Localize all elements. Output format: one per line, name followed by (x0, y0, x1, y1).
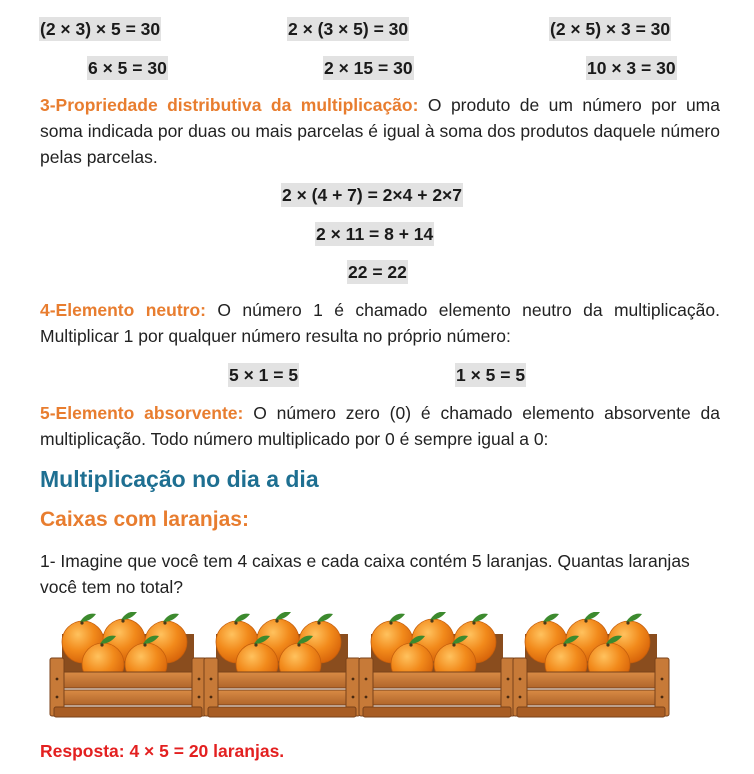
equation-neutral-2: 1 × 5 = 5 (456, 365, 526, 385)
crate-of-oranges-icon (48, 612, 208, 722)
subsection-heading: Caixas com laranjas: (40, 508, 249, 531)
distributive-title: 3-Propriedade distributiva da multiplicação: (40, 95, 419, 115)
equation-distrib-2: 2 × 11 = 8 + 14 (316, 224, 434, 244)
equation-distrib-3: 22 = 22 (348, 262, 407, 282)
equation-assoc-3-result: 10 × 3 = 30 (587, 58, 676, 78)
equation-assoc-2-result: 2 × 15 = 30 (324, 58, 413, 78)
equation-assoc-2: 2 × (3 × 5) = 30 (288, 19, 409, 39)
distributive-text: O produto de um número por uma soma indicada por duas ou mais parcelas é igual à soma dos produtos daquele número pelas parcelas. (40, 95, 720, 167)
question-paragraph: 1- Imagine que você tem 4 caixas e cada caixa contém 5 laranjas. Quantas laranjas você tem no total? (40, 551, 690, 597)
equation-distrib-1: 2 × (4 + 7) = 2×4 + 2×7 (282, 185, 462, 205)
section-heading: Multiplicação no dia a dia (40, 466, 319, 492)
equation-assoc-1-result: 6 × 5 = 30 (88, 58, 167, 78)
absorbing-text: O número zero (0) é chamado elemento absorvente da multiplicação. Todo número multiplicado por 0 é sempre igual a 0: (40, 403, 720, 449)
neutral-title: 4-Elemento neutro: (40, 300, 206, 320)
equation-assoc-3: (2 × 5) × 3 = 30 (550, 19, 671, 39)
answer-text: Resposta: 4 × 5 = 20 laranjas. (40, 741, 285, 761)
distributive-paragraph (40, 92, 720, 170)
equation-assoc-1: (2 × 3) × 5 = 30 (40, 19, 161, 39)
equation-neutral-1: 5 × 1 = 5 (229, 365, 299, 385)
neutral-text: O número 1 é chamado elemento neutro da multiplicação. Multiplicar 1 por qualquer número resulta no próprio número: (40, 300, 720, 346)
neutral-paragraph (40, 297, 720, 349)
crate-of-oranges-icon (511, 612, 671, 722)
crates-illustration (40, 612, 720, 722)
absorbing-title: 5-Elemento absorvente: (40, 403, 244, 423)
crate-of-oranges-icon (357, 612, 517, 722)
absorbing-paragraph (40, 400, 720, 452)
crate-of-oranges-icon (202, 612, 362, 722)
